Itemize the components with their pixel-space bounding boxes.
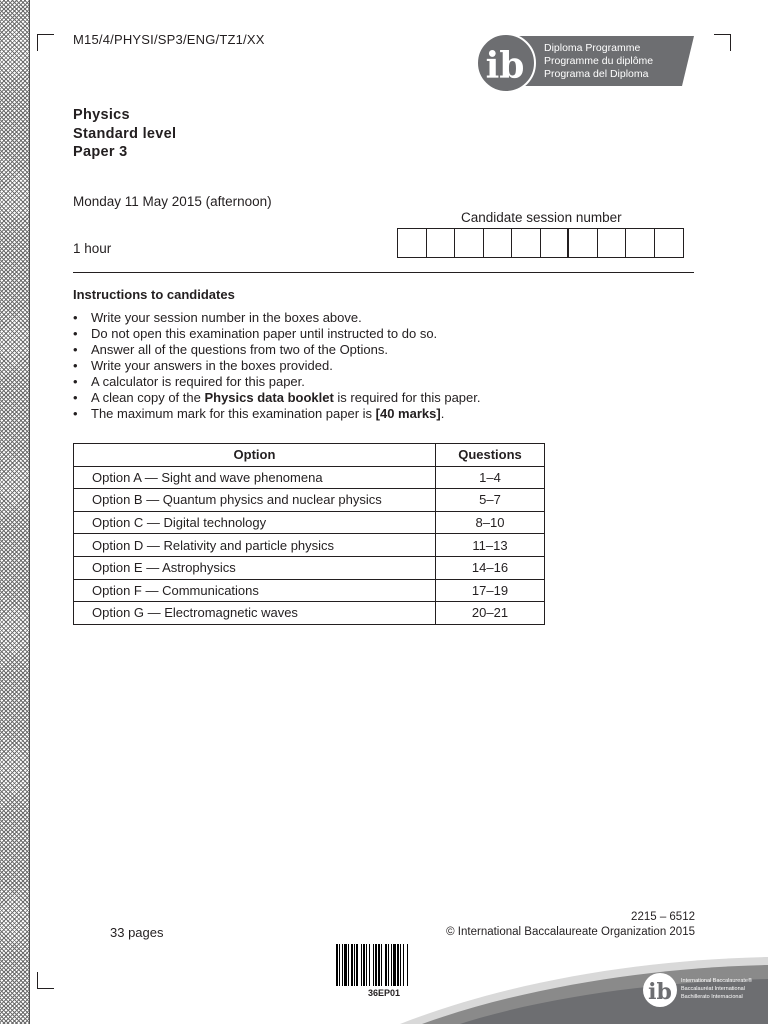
session-digit-box[interactable] — [598, 229, 627, 257]
table-row — [74, 489, 545, 512]
paper-serial: 2215 – 6512 — [631, 911, 695, 923]
header-divider — [73, 272, 694, 273]
session-digit-box[interactable] — [512, 229, 541, 257]
table-row — [74, 466, 545, 489]
bullet-icon: • — [73, 374, 78, 389]
option-name: Option E — Astrophysics — [74, 556, 436, 579]
option-name: Option D — Relativity and particle physics — [74, 534, 436, 557]
logo-line-1: Diploma Programme — [544, 42, 641, 54]
session-digit-box[interactable] — [398, 229, 427, 257]
paper-title-block — [73, 106, 176, 162]
instruction-item: • The maximum mark for this examination paper is [40 marks]. — [73, 406, 445, 421]
candidate-session-boxes — [397, 228, 684, 258]
crop-mark-top-right — [714, 34, 731, 51]
option-questions: 20–21 — [436, 602, 545, 625]
ib-corner-glyph: ib — [648, 979, 672, 1005]
page-count: 33 pages — [110, 925, 164, 940]
bullet-icon: • — [73, 390, 78, 405]
option-name: Option A — Sight and wave phenomena — [74, 466, 436, 489]
table-row — [74, 602, 545, 625]
subject-title: Physics — [73, 107, 130, 123]
option-questions: 5–7 — [436, 489, 545, 512]
corner-logo-line-1: International Baccalaureate® — [681, 978, 753, 984]
paper-number: Paper 3 — [73, 144, 128, 160]
option-name: Option B — Quantum physics and nuclear physics — [74, 489, 436, 512]
bullet-icon: • — [73, 310, 78, 325]
data-booklet-emphasis: Physics data booklet — [204, 390, 334, 405]
questions-column-header: Questions — [436, 444, 545, 467]
instruction-item: • Do not open this examination paper until instructed to do so. — [73, 326, 438, 341]
bullet-icon: • — [73, 406, 78, 421]
copyright-line: © International Baccalaureate Organization 2015 — [446, 926, 695, 938]
level-title: Standard level — [73, 125, 177, 142]
corner-logo-line-2: Baccalauréat International — [681, 986, 745, 992]
option-questions: 14–16 — [436, 556, 545, 579]
instruction-item: • Write your answers in the boxes provided. — [73, 358, 333, 373]
bullet-icon: • — [73, 342, 78, 357]
table-row — [74, 534, 545, 557]
session-digit-box[interactable] — [455, 229, 484, 257]
exam-duration: 1 hour — [73, 241, 112, 256]
paper-code: M15/4/PHYSI/SP3/ENG/TZ1/XX — [73, 32, 265, 47]
session-digit-box[interactable] — [655, 229, 684, 257]
table-row — [74, 511, 545, 534]
instruction-item: • A clean copy of the Physics data booklet is required for this paper. — [73, 390, 481, 405]
options-header-row — [74, 444, 545, 467]
table-row — [74, 579, 545, 602]
instruction-item: • Answer all of the questions from two of the Options. — [73, 342, 388, 357]
crop-mark-bottom-left — [37, 972, 54, 989]
instruction-item: • A calculator is required for this paper. — [73, 374, 305, 389]
session-digit-box[interactable] — [427, 229, 456, 257]
logo-line-3: Programa del Diploma — [544, 68, 649, 80]
crop-mark-top-left — [37, 34, 54, 51]
option-questions: 11–13 — [436, 534, 545, 557]
exam-date: Monday 11 May 2015 (afternoon) — [73, 194, 272, 209]
option-name: Option C — Digital technology — [74, 511, 436, 534]
option-questions: 17–19 — [436, 579, 545, 602]
logo-line-2: Programme du diplôme — [544, 55, 654, 67]
max-marks-emphasis: [40 marks] — [375, 406, 441, 421]
option-questions: 8–10 — [436, 511, 545, 534]
instructions-list — [73, 310, 481, 422]
binding-edge-hatch — [0, 0, 30, 1024]
ib-logo-glyph: ib — [485, 45, 525, 87]
ib-corner-swoosh — [400, 955, 768, 1024]
corner-logo-line-3: Bachillerato Internacional — [681, 994, 743, 1000]
session-digit-box[interactable] — [626, 229, 655, 257]
bullet-icon: • — [73, 358, 78, 373]
barcode-label: 36EP01 — [367, 988, 401, 998]
option-name: Option G — Electromagnetic waves — [74, 602, 436, 625]
option-name: Option F — Communications — [74, 579, 436, 602]
option-column-header: Option — [74, 444, 436, 467]
option-questions: 1–4 — [436, 466, 545, 489]
session-digit-box[interactable] — [569, 229, 598, 257]
options-table — [73, 443, 545, 625]
session-digit-box[interactable] — [541, 229, 570, 257]
instructions-heading: Instructions to candidates — [73, 287, 235, 302]
table-row — [74, 556, 545, 579]
candidate-session-label: Candidate session number — [461, 210, 622, 225]
instruction-item: • Write your session number in the boxes above. — [73, 310, 362, 325]
diploma-programme-logo — [476, 34, 696, 92]
bullet-icon: • — [73, 326, 78, 341]
session-digit-box[interactable] — [484, 229, 513, 257]
